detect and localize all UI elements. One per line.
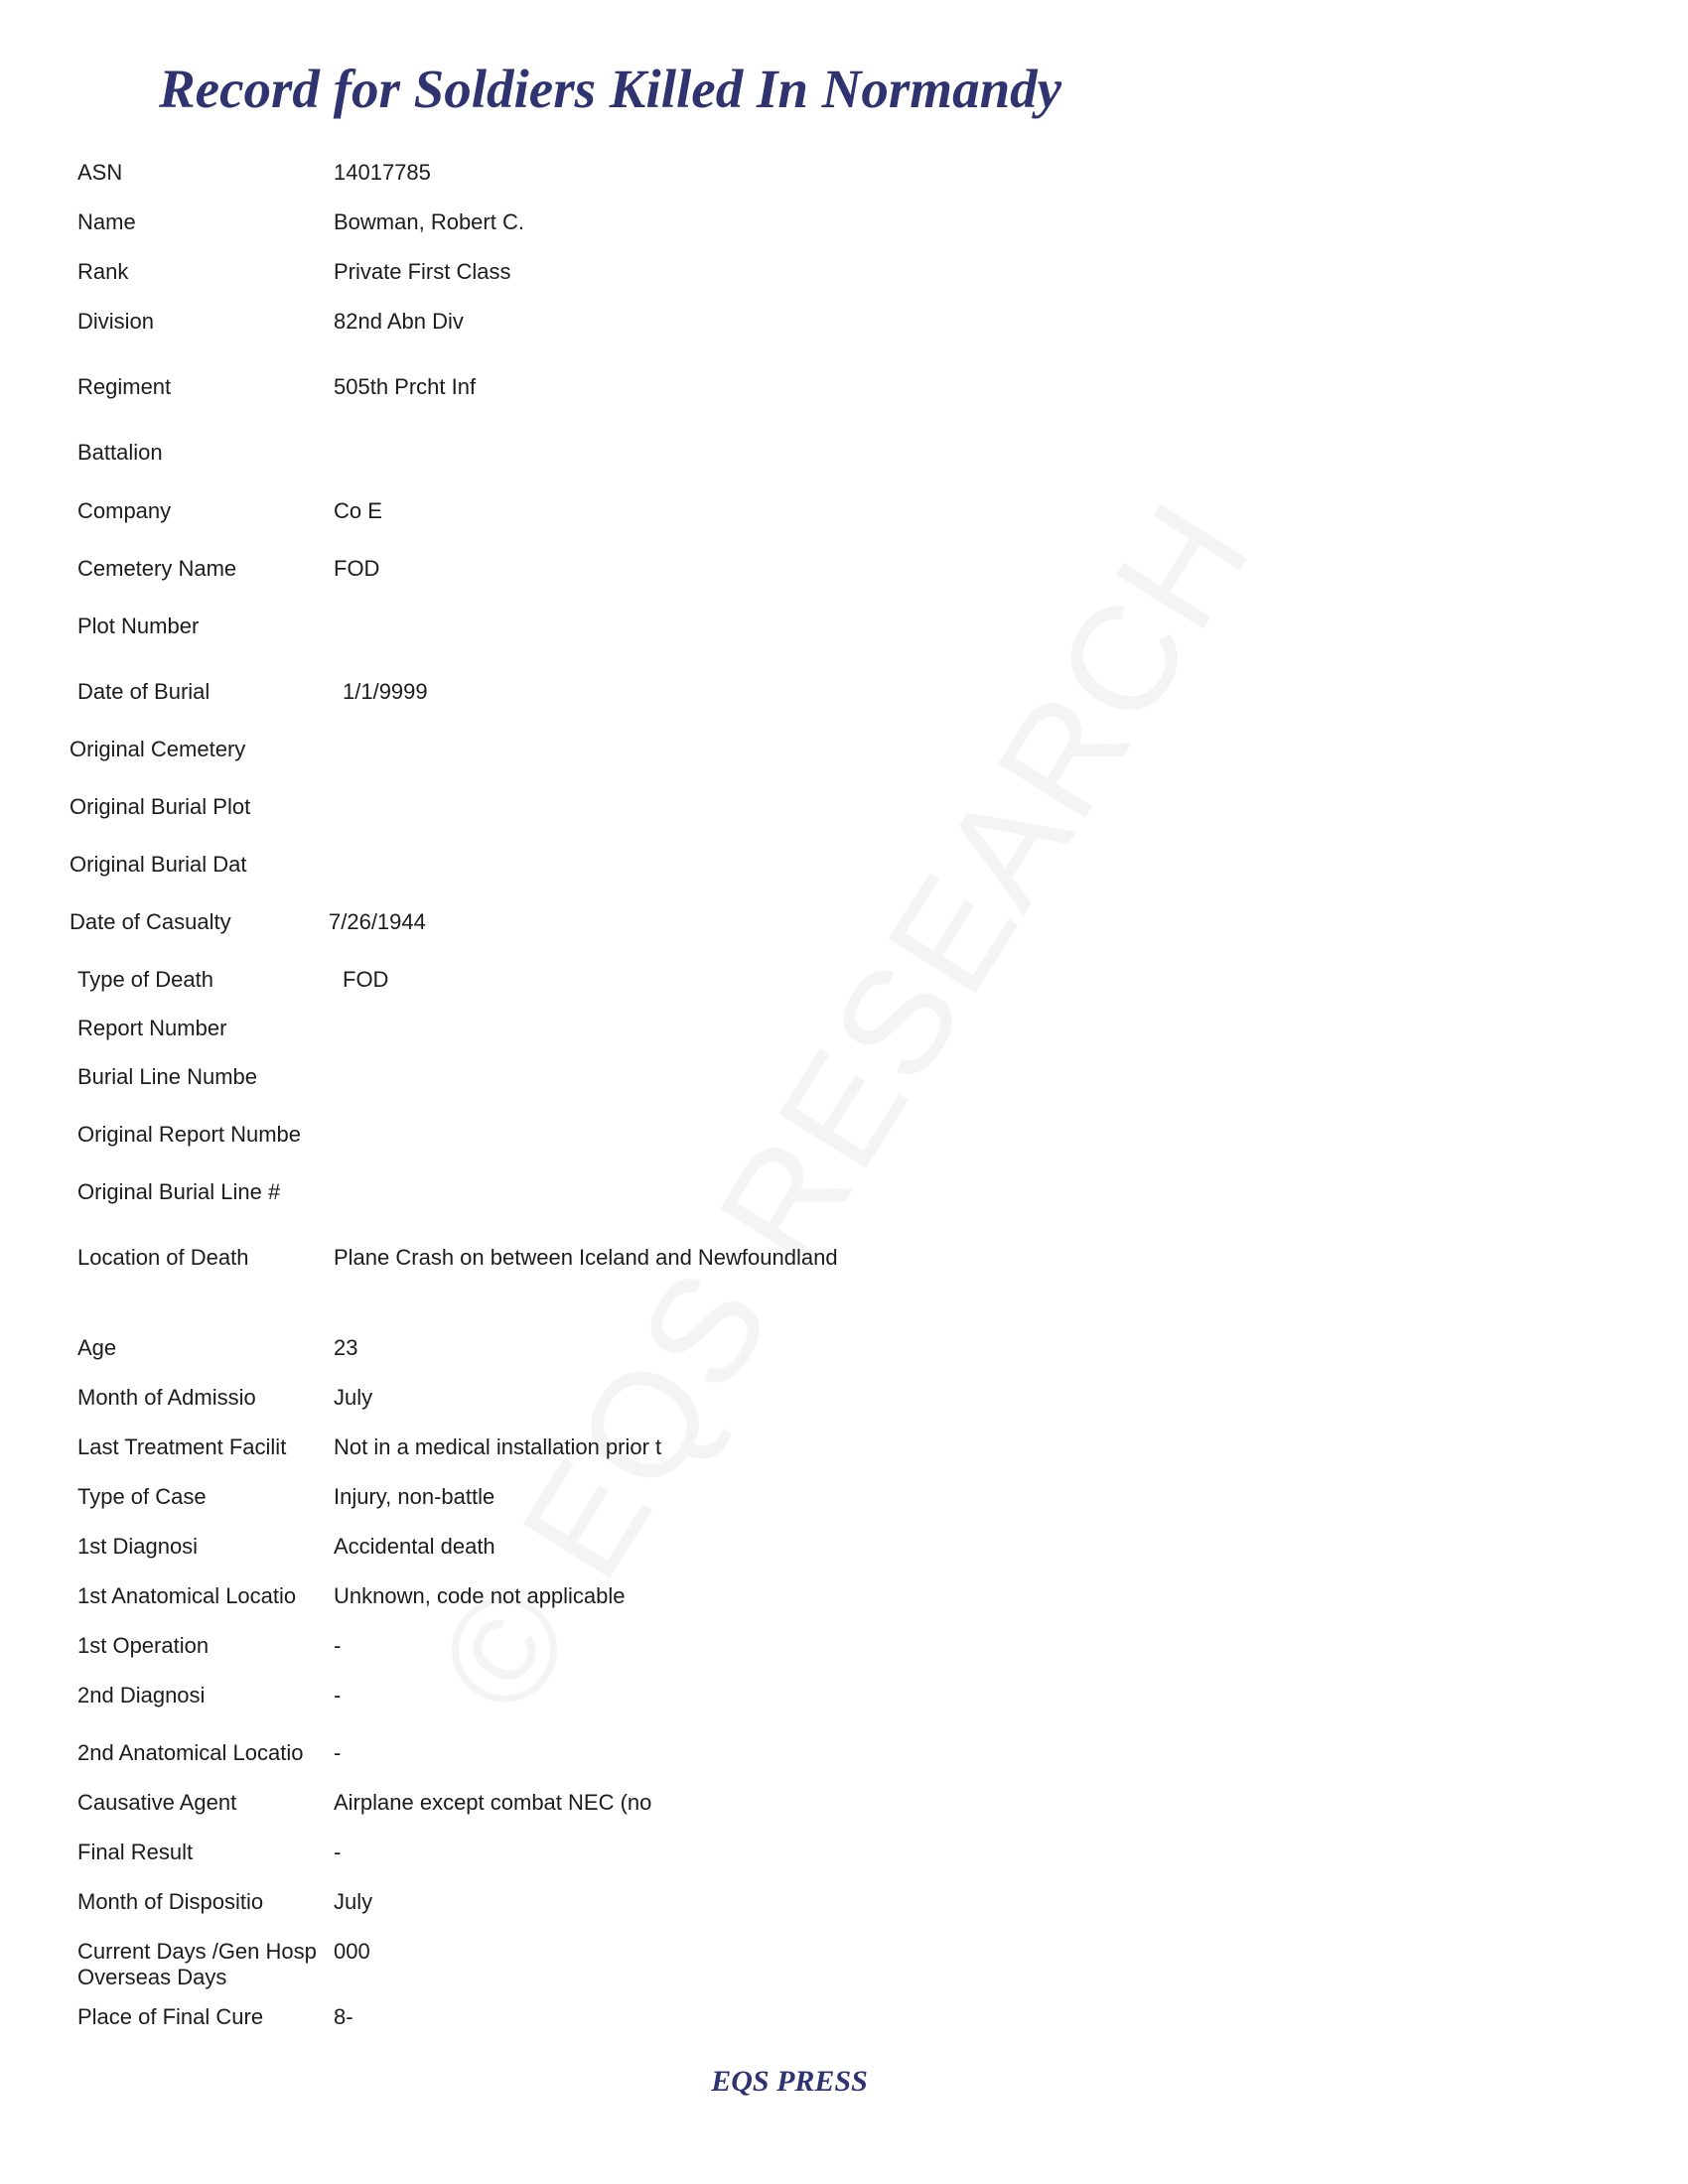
company-value: Co E: [334, 498, 382, 523]
battalion-label: Battalion: [77, 440, 163, 465]
month-of-disposition-value: July: [334, 1889, 373, 1914]
copyright-watermark: [403, 472, 1286, 1741]
cemetery-name-label: Cemetery Name: [77, 556, 237, 581]
second-anatomical-location-label: 2nd Anatomical Locatio: [77, 1740, 304, 1765]
date-of-burial-value: 1/1/9999: [343, 679, 428, 704]
company-label: Company: [77, 498, 172, 523]
last-treatment-facility-value: Not in a medical installation prior t: [334, 1434, 662, 1459]
first-operation-label: 1st Operation: [77, 1633, 210, 1658]
first-operation-value: -: [334, 1633, 342, 1658]
regiment-label: Regiment: [77, 374, 172, 399]
original-burial-date-label: Original Burial Dat: [70, 852, 247, 877]
date-of-burial-label: Date of Burial: [77, 679, 211, 704]
regiment-value: 505th Prcht Inf: [334, 374, 477, 399]
first-diagnosis-value: Accidental death: [334, 1534, 495, 1559]
month-of-admission-label: Month of Admissio: [77, 1385, 256, 1410]
first-anatomical-location-label: 1st Anatomical Locatio: [77, 1583, 297, 1608]
causative-agent-label: Causative Agent: [77, 1790, 237, 1815]
original-cemetery-label: Original Cemetery: [70, 737, 246, 761]
current-days-label: Current Days /Gen Hosp Overseas Days: [77, 1939, 317, 1989]
second-diagnosis-value: -: [334, 1683, 342, 1707]
month-of-admission-value: July: [334, 1385, 373, 1410]
division-label: Division: [77, 309, 155, 334]
age-label: Age: [77, 1335, 117, 1360]
asn-label: ASN: [77, 160, 123, 185]
final-result-label: Final Result: [77, 1840, 194, 1864]
current-days-value: 000: [334, 1939, 370, 1964]
type-of-death-value: FOD: [343, 967, 389, 992]
original-burial-plot-label: Original Burial Plot: [70, 794, 251, 819]
final-result-value: -: [334, 1840, 342, 1864]
type-of-death-label: Type of Death: [77, 967, 213, 992]
division-value: 82nd Abn Div: [334, 309, 464, 334]
name-value: Bowman, Robert C.: [334, 209, 524, 234]
publisher-footer: EQS PRESS: [711, 2065, 868, 2098]
month-of-disposition-label: Month of Dispositio: [77, 1889, 264, 1914]
location-of-death-label: Location of Death: [77, 1245, 249, 1270]
rank-label: Rank: [77, 259, 129, 284]
place-of-final-cure-label: Place of Final Cure: [77, 2004, 264, 2029]
first-anatomical-location-value: Unknown, code not applicable: [334, 1583, 626, 1608]
rank-value: Private First Class: [334, 259, 511, 284]
type-of-case-value: Injury, non-battle: [334, 1484, 495, 1509]
age-value: 23: [334, 1335, 358, 1360]
original-report-number-label: Original Report Numbe: [77, 1122, 301, 1147]
last-treatment-facility-label: Last Treatment Facilit: [77, 1434, 287, 1459]
plot-number-label: Plot Number: [77, 614, 200, 638]
original-burial-line-label: Original Burial Line #: [77, 1179, 281, 1204]
asn-value: 14017785: [334, 160, 431, 185]
second-anatomical-location-value: -: [334, 1740, 342, 1765]
name-label: Name: [77, 209, 136, 234]
causative-agent-value: Airplane except combat NEC (no: [334, 1790, 652, 1815]
location-of-death-value: Plane Crash on between Iceland and Newfoundland: [334, 1245, 838, 1270]
date-of-casualty-label: Date of Casualty: [70, 909, 231, 934]
report-number-label: Report Number: [77, 1016, 227, 1040]
first-diagnosis-label: 1st Diagnosi: [77, 1534, 199, 1559]
place-of-final-cure-value: 8-: [334, 2004, 353, 2029]
date-of-casualty-value: 7/26/1944: [329, 909, 426, 934]
burial-line-number-label: Burial Line Numbe: [77, 1064, 257, 1089]
cemetery-name-value: FOD: [334, 556, 380, 581]
page-title: Record for Soldiers Killed In Normandy: [159, 59, 1062, 119]
type-of-case-label: Type of Case: [77, 1484, 207, 1509]
second-diagnosis-label: 2nd Diagnosi: [77, 1683, 206, 1707]
